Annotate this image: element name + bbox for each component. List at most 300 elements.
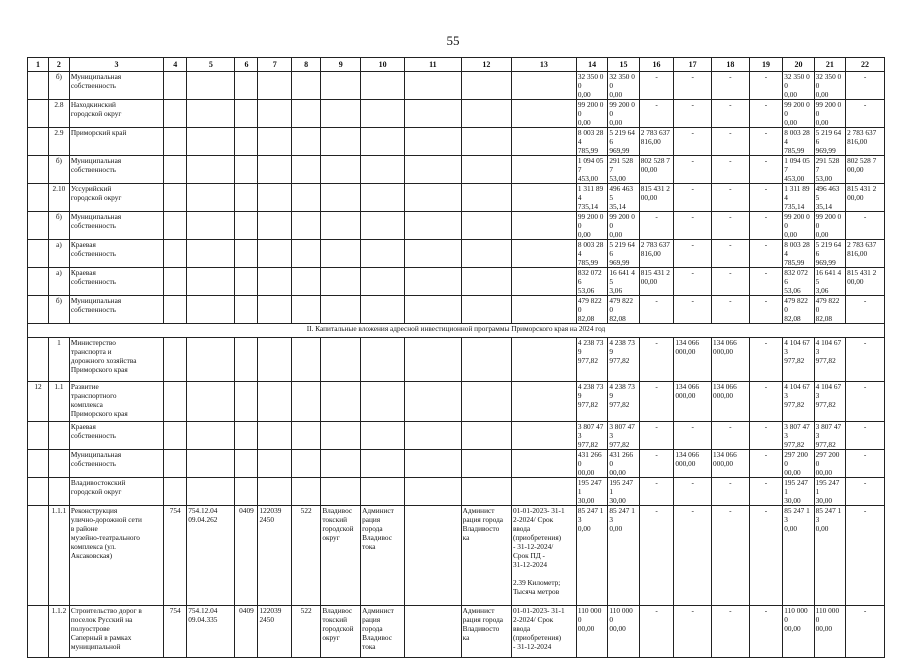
table-cell bbox=[361, 422, 405, 450]
column-header: 10 bbox=[361, 58, 405, 72]
table-cell bbox=[235, 338, 258, 382]
table-cell: - bbox=[674, 128, 712, 156]
table-cell bbox=[321, 212, 361, 240]
table-cell bbox=[461, 450, 511, 478]
table-cell: 4 104 673 977,82 bbox=[783, 382, 814, 422]
table-cell: 1 094 057 453,00 bbox=[576, 156, 607, 184]
table-row bbox=[28, 478, 885, 506]
table-cell bbox=[28, 506, 49, 606]
table-cell bbox=[321, 100, 361, 128]
table-cell: 2 783 637 816,00 bbox=[639, 240, 674, 268]
table-cell: Владивос токский городской округ bbox=[321, 506, 361, 606]
table-cell: - bbox=[749, 382, 783, 422]
header-row bbox=[28, 58, 885, 72]
table-cell: - bbox=[674, 478, 712, 506]
table-cell: 195 247 1 30,00 bbox=[814, 478, 845, 506]
table-cell bbox=[235, 212, 258, 240]
table-cell: 4 104 673 977,82 bbox=[814, 338, 845, 382]
table-cell: а) bbox=[48, 268, 69, 296]
table-cell: а) bbox=[48, 240, 69, 268]
column-header: 13 bbox=[511, 58, 576, 72]
table-cell bbox=[361, 478, 405, 506]
table-cell bbox=[511, 450, 576, 478]
table-cell: 85 247 13 0,00 bbox=[783, 506, 814, 606]
table-cell bbox=[187, 184, 235, 212]
table-cell bbox=[405, 506, 462, 606]
table-cell bbox=[461, 100, 511, 128]
table-cell: 815 431 2 00,00 bbox=[639, 184, 674, 212]
table-cell bbox=[361, 72, 405, 100]
table-cell bbox=[28, 156, 49, 184]
table-cell bbox=[321, 128, 361, 156]
table-cell: - bbox=[639, 338, 674, 382]
table-cell bbox=[321, 268, 361, 296]
table-cell bbox=[164, 72, 187, 100]
table-cell: - bbox=[639, 606, 674, 658]
table-cell: 85 247 13 0,00 bbox=[608, 506, 639, 606]
table-row bbox=[28, 156, 885, 184]
table-cell bbox=[28, 128, 49, 156]
table-cell: - bbox=[712, 212, 750, 240]
table-cell: 479 822 0 82,08 bbox=[608, 296, 639, 324]
table-cell bbox=[28, 184, 49, 212]
table-cell: Админист рация города Владивос тока bbox=[361, 606, 405, 658]
table-cell bbox=[405, 240, 462, 268]
table-cell bbox=[48, 450, 69, 478]
table-cell: 195 247 1 30,00 bbox=[576, 478, 607, 506]
table-cell: 802 528 7 00,00 bbox=[639, 156, 674, 184]
table-cell: 99 200 00 0,00 bbox=[783, 100, 814, 128]
table-cell: б) bbox=[48, 156, 69, 184]
table-cell: 4 238 739 977,82 bbox=[608, 382, 639, 422]
table-cell: 1.1.1 bbox=[48, 506, 69, 606]
table-cell: 12 bbox=[28, 382, 49, 422]
table-cell bbox=[511, 156, 576, 184]
table-cell: 522 bbox=[291, 606, 320, 658]
table-cell: 3 807 473 977,82 bbox=[814, 422, 845, 450]
table-cell bbox=[291, 382, 320, 422]
table-cell bbox=[187, 240, 235, 268]
table-cell: - bbox=[712, 72, 750, 100]
table-cell bbox=[361, 212, 405, 240]
table-cell bbox=[187, 296, 235, 324]
table-cell: 4 238 739 977,82 bbox=[576, 382, 607, 422]
table-row bbox=[28, 382, 885, 422]
table-cell: - bbox=[639, 212, 674, 240]
table-cell: - bbox=[639, 478, 674, 506]
table-cell bbox=[291, 100, 320, 128]
table-cell: Муниципальная собственность bbox=[69, 296, 163, 324]
table-cell bbox=[164, 156, 187, 184]
table-cell: - bbox=[712, 478, 750, 506]
table-cell: - bbox=[846, 606, 885, 658]
table-cell: 431 266 0 00,00 bbox=[576, 450, 607, 478]
table-cell: - bbox=[749, 156, 783, 184]
table-cell: 99 200 00 0,00 bbox=[783, 212, 814, 240]
table-cell: 99 200 00 0,00 bbox=[576, 212, 607, 240]
table-cell: - bbox=[749, 422, 783, 450]
table-cell: 2 783 637 816,00 bbox=[846, 128, 885, 156]
table-cell: 110 000 0 00,00 bbox=[608, 606, 639, 658]
column-header: 16 bbox=[639, 58, 674, 72]
table-cell bbox=[361, 268, 405, 296]
table-cell bbox=[361, 382, 405, 422]
table-cell bbox=[258, 338, 292, 382]
table-cell bbox=[28, 240, 49, 268]
table-cell bbox=[235, 100, 258, 128]
table-cell: 496 463 5 35,14 bbox=[814, 184, 845, 212]
table-cell: Владивостокский городской округ bbox=[69, 478, 163, 506]
table-cell: 134 066 000,00 bbox=[674, 450, 712, 478]
table-cell bbox=[461, 240, 511, 268]
table-cell: Министерство транспорта и дорожного хозяйства Приморского края bbox=[69, 338, 163, 382]
table-cell: - bbox=[639, 72, 674, 100]
table-cell: 01-01-2023- 31-1 2-2024/ Срок ввода (приобретения) - 31-12-2024 bbox=[511, 606, 576, 658]
table-cell bbox=[258, 100, 292, 128]
table-cell bbox=[28, 212, 49, 240]
table-cell bbox=[28, 338, 49, 382]
column-header: 6 bbox=[235, 58, 258, 72]
table-cell bbox=[291, 338, 320, 382]
table-cell: б) bbox=[48, 72, 69, 100]
table-cell: - bbox=[674, 240, 712, 268]
table-cell bbox=[187, 338, 235, 382]
table-cell bbox=[511, 478, 576, 506]
table-cell: 8 003 284 785,99 bbox=[576, 240, 607, 268]
table-cell: 122039 2450 bbox=[258, 606, 292, 658]
table-cell bbox=[461, 156, 511, 184]
table-cell: 1.1.2 bbox=[48, 606, 69, 658]
table-cell: 99 200 00 0,00 bbox=[814, 100, 845, 128]
table-cell: - bbox=[712, 128, 750, 156]
table-cell bbox=[258, 422, 292, 450]
table-cell: - bbox=[712, 268, 750, 296]
table-cell: 5 219 646 969,99 bbox=[608, 240, 639, 268]
table-cell: - bbox=[846, 100, 885, 128]
table-cell bbox=[235, 184, 258, 212]
table-cell: 522 bbox=[291, 506, 320, 606]
table-cell: 195 247 1 30,00 bbox=[783, 478, 814, 506]
table-cell: б) bbox=[48, 296, 69, 324]
table-cell bbox=[291, 184, 320, 212]
table-cell bbox=[164, 212, 187, 240]
table-cell: - bbox=[749, 212, 783, 240]
table-cell: Краевая собственность bbox=[69, 422, 163, 450]
table-cell: 99 200 00 0,00 bbox=[576, 100, 607, 128]
table-cell bbox=[405, 268, 462, 296]
table-cell: 85 247 13 0,00 bbox=[814, 506, 845, 606]
table-cell bbox=[187, 478, 235, 506]
section-heading-row bbox=[28, 324, 885, 338]
table-cell: - bbox=[749, 72, 783, 100]
table-cell: 0409 bbox=[235, 606, 258, 658]
table-row bbox=[28, 184, 885, 212]
table-cell: - bbox=[674, 184, 712, 212]
table-cell bbox=[511, 296, 576, 324]
column-header: 4 bbox=[164, 58, 187, 72]
table-cell: 134 066 000,00 bbox=[712, 382, 750, 422]
table-cell: 85 247 13 0,00 bbox=[576, 506, 607, 606]
table-cell bbox=[258, 156, 292, 184]
table-cell bbox=[321, 478, 361, 506]
table-cell bbox=[164, 100, 187, 128]
table-cell: 291 528 7 53,00 bbox=[608, 156, 639, 184]
table-row bbox=[28, 450, 885, 478]
table-row bbox=[28, 212, 885, 240]
table-cell bbox=[461, 184, 511, 212]
table-cell: - bbox=[846, 296, 885, 324]
table-cell: - bbox=[712, 506, 750, 606]
table-cell: 291 528 7 53,00 bbox=[814, 156, 845, 184]
table-cell: Реконструкция улично-дорожной сети в районе музейно-театрального комплекса (ул. Аксаковская) bbox=[69, 506, 163, 606]
table-cell bbox=[361, 296, 405, 324]
table-cell: - bbox=[846, 478, 885, 506]
table-cell: 32 350 00 0,00 bbox=[814, 72, 845, 100]
table-cell bbox=[361, 184, 405, 212]
table-cell: - bbox=[749, 100, 783, 128]
table-cell bbox=[291, 478, 320, 506]
table-cell bbox=[461, 72, 511, 100]
table-cell: - bbox=[639, 450, 674, 478]
table-cell: - bbox=[674, 296, 712, 324]
table-cell: 297 200 0 00,00 bbox=[814, 450, 845, 478]
table-cell bbox=[291, 240, 320, 268]
table-cell: Админист рация города Владивосто ка bbox=[461, 506, 511, 606]
table-cell bbox=[258, 128, 292, 156]
table-cell: 134 066 000,00 bbox=[674, 338, 712, 382]
table-cell bbox=[461, 296, 511, 324]
table-cell bbox=[461, 422, 511, 450]
table-cell bbox=[405, 212, 462, 240]
table-cell: Админист рация города Владивосто ка bbox=[461, 606, 511, 658]
table-cell: 1 bbox=[48, 338, 69, 382]
table-cell bbox=[164, 296, 187, 324]
table-cell: 110 000 0 00,00 bbox=[814, 606, 845, 658]
table-cell bbox=[405, 338, 462, 382]
table-cell bbox=[235, 240, 258, 268]
table-cell bbox=[461, 212, 511, 240]
table-cell: - bbox=[674, 268, 712, 296]
table-cell bbox=[258, 450, 292, 478]
table-cell bbox=[164, 382, 187, 422]
table-cell: 754.12.04 09.04.335 bbox=[187, 606, 235, 658]
table-cell: 16 641 45 3,06 bbox=[608, 268, 639, 296]
table-cell: 8 003 284 785,99 bbox=[576, 128, 607, 156]
table-cell: 2.9 bbox=[48, 128, 69, 156]
table-cell bbox=[28, 606, 49, 658]
table-cell bbox=[405, 184, 462, 212]
table-cell bbox=[187, 212, 235, 240]
table-cell: 297 200 0 00,00 bbox=[783, 450, 814, 478]
table-cell: 134 066 000,00 bbox=[712, 338, 750, 382]
table-cell: 99 200 00 0,00 bbox=[608, 100, 639, 128]
table-cell bbox=[291, 212, 320, 240]
table-cell bbox=[321, 450, 361, 478]
table-cell bbox=[164, 422, 187, 450]
table-cell: 0409 bbox=[235, 506, 258, 606]
table-cell: - bbox=[712, 296, 750, 324]
table-cell bbox=[258, 296, 292, 324]
table-cell: - bbox=[846, 422, 885, 450]
table-cell bbox=[405, 128, 462, 156]
column-header: 19 bbox=[749, 58, 783, 72]
table-cell bbox=[461, 382, 511, 422]
table-cell bbox=[28, 422, 49, 450]
table-cell: - bbox=[846, 506, 885, 606]
table-cell bbox=[235, 296, 258, 324]
table-row bbox=[28, 72, 885, 100]
table-cell: - bbox=[674, 156, 712, 184]
table-cell: 134 066 000,00 bbox=[674, 382, 712, 422]
table-cell bbox=[164, 240, 187, 268]
table-cell: - bbox=[749, 506, 783, 606]
table-cell: 802 528 7 00,00 bbox=[846, 156, 885, 184]
table-cell bbox=[258, 184, 292, 212]
table-cell: 2.8 bbox=[48, 100, 69, 128]
table-cell bbox=[321, 382, 361, 422]
table-cell bbox=[291, 450, 320, 478]
column-header: 21 bbox=[814, 58, 845, 72]
table-cell bbox=[187, 450, 235, 478]
table-cell: - bbox=[674, 422, 712, 450]
table-cell bbox=[405, 450, 462, 478]
table-row bbox=[28, 338, 885, 382]
table-cell bbox=[187, 100, 235, 128]
column-header: 2 bbox=[48, 58, 69, 72]
table-cell: - bbox=[674, 72, 712, 100]
table-cell: 815 431 2 00,00 bbox=[846, 268, 885, 296]
table-cell: 195 247 1 30,00 bbox=[608, 478, 639, 506]
table-cell bbox=[164, 338, 187, 382]
table-cell: Муниципальная собственность bbox=[69, 72, 163, 100]
table-cell: - bbox=[846, 338, 885, 382]
table-cell: - bbox=[712, 184, 750, 212]
table-cell: 1 311 894 735,14 bbox=[576, 184, 607, 212]
table-cell: 4 238 739 977,82 bbox=[608, 338, 639, 382]
table-cell: - bbox=[712, 100, 750, 128]
table-cell: 3 807 473 977,82 bbox=[783, 422, 814, 450]
table-cell bbox=[235, 450, 258, 478]
table-cell: Развитие транспортного комплекса Приморского края bbox=[69, 382, 163, 422]
table-cell: 01-01-2023- 31-1 2-2024/ Срок ввода (приобретения) - 31-12-2024/ Срок ПД - 31-12-2024 2.39 Километр; Тысяча метров bbox=[511, 506, 576, 606]
column-header: 7 bbox=[258, 58, 292, 72]
table-cell: 99 200 00 0,00 bbox=[608, 212, 639, 240]
page-number: 55 bbox=[446, 33, 460, 48]
table-cell bbox=[258, 268, 292, 296]
table-cell bbox=[511, 240, 576, 268]
table-cell: 110 000 0 00,00 bbox=[783, 606, 814, 658]
table-cell bbox=[187, 72, 235, 100]
column-header: 15 bbox=[608, 58, 639, 72]
table-cell: 8 003 284 785,99 bbox=[783, 128, 814, 156]
table-cell bbox=[164, 478, 187, 506]
table-cell bbox=[48, 422, 69, 450]
table-cell bbox=[291, 422, 320, 450]
table-cell: - bbox=[712, 422, 750, 450]
table-cell bbox=[511, 100, 576, 128]
table-cell: 832 072 6 53,06 bbox=[783, 268, 814, 296]
table-cell: - bbox=[712, 240, 750, 268]
table-cell: 5 219 646 969,99 bbox=[608, 128, 639, 156]
table-cell bbox=[48, 478, 69, 506]
table-cell: 754 bbox=[164, 506, 187, 606]
table-cell bbox=[291, 72, 320, 100]
table-cell: Краевая собственность bbox=[69, 268, 163, 296]
table-cell bbox=[28, 100, 49, 128]
table-row bbox=[28, 422, 885, 450]
table-cell: 32 350 00 0,00 bbox=[783, 72, 814, 100]
table-cell: 5 219 646 969,99 bbox=[814, 240, 845, 268]
table-cell: - bbox=[749, 478, 783, 506]
table-cell bbox=[321, 240, 361, 268]
table-cell bbox=[28, 478, 49, 506]
table-cell bbox=[461, 128, 511, 156]
table-row bbox=[28, 128, 885, 156]
table-cell bbox=[187, 422, 235, 450]
table-cell: - bbox=[674, 506, 712, 606]
table-cell bbox=[258, 212, 292, 240]
table-cell bbox=[405, 100, 462, 128]
table-cell: Владивос токский городской округ bbox=[321, 606, 361, 658]
table-cell bbox=[405, 422, 462, 450]
table-cell bbox=[235, 72, 258, 100]
table-cell bbox=[291, 128, 320, 156]
table-cell bbox=[28, 450, 49, 478]
table-cell: Муниципальная собственность bbox=[69, 156, 163, 184]
table-cell: 122039 2450 bbox=[258, 506, 292, 606]
table-cell: - bbox=[639, 506, 674, 606]
table-cell bbox=[187, 128, 235, 156]
table-cell bbox=[235, 156, 258, 184]
table-cell: Находкинский городской округ bbox=[69, 100, 163, 128]
table-row bbox=[28, 240, 885, 268]
table-cell bbox=[511, 382, 576, 422]
section-heading: II. Капитальные вложения адресной инвестиционной программы Приморского края на 2024 год bbox=[28, 324, 885, 338]
table-cell bbox=[164, 450, 187, 478]
table-cell bbox=[405, 296, 462, 324]
table-cell bbox=[164, 128, 187, 156]
table-cell: - bbox=[749, 184, 783, 212]
table-cell: 2 783 637 816,00 bbox=[639, 128, 674, 156]
table-cell bbox=[361, 100, 405, 128]
column-header: 5 bbox=[187, 58, 235, 72]
column-header: 12 bbox=[461, 58, 511, 72]
table-cell bbox=[258, 240, 292, 268]
table-cell: Уссурийский городской округ bbox=[69, 184, 163, 212]
table-cell: 479 822 0 82,08 bbox=[783, 296, 814, 324]
table-cell bbox=[321, 156, 361, 184]
table-row bbox=[28, 100, 885, 128]
column-header: 3 bbox=[69, 58, 163, 72]
table-cell bbox=[511, 72, 576, 100]
table-cell: 4 238 739 977,82 bbox=[576, 338, 607, 382]
table-cell bbox=[187, 156, 235, 184]
table-cell: 8 003 284 785,99 bbox=[783, 240, 814, 268]
table-cell bbox=[164, 268, 187, 296]
investment-table bbox=[27, 57, 885, 658]
table-cell bbox=[235, 128, 258, 156]
table-cell: 16 641 45 3,06 bbox=[814, 268, 845, 296]
table-cell: 815 431 2 00,00 bbox=[846, 184, 885, 212]
table-cell: 479 822 0 82,08 bbox=[814, 296, 845, 324]
table-cell: - bbox=[712, 156, 750, 184]
table-cell: 1 311 894 735,14 bbox=[783, 184, 814, 212]
table-cell bbox=[405, 382, 462, 422]
table-cell bbox=[28, 72, 49, 100]
table-cell: - bbox=[674, 212, 712, 240]
table-cell bbox=[28, 296, 49, 324]
table-cell: Админист рация города Владивос тока bbox=[361, 506, 405, 606]
